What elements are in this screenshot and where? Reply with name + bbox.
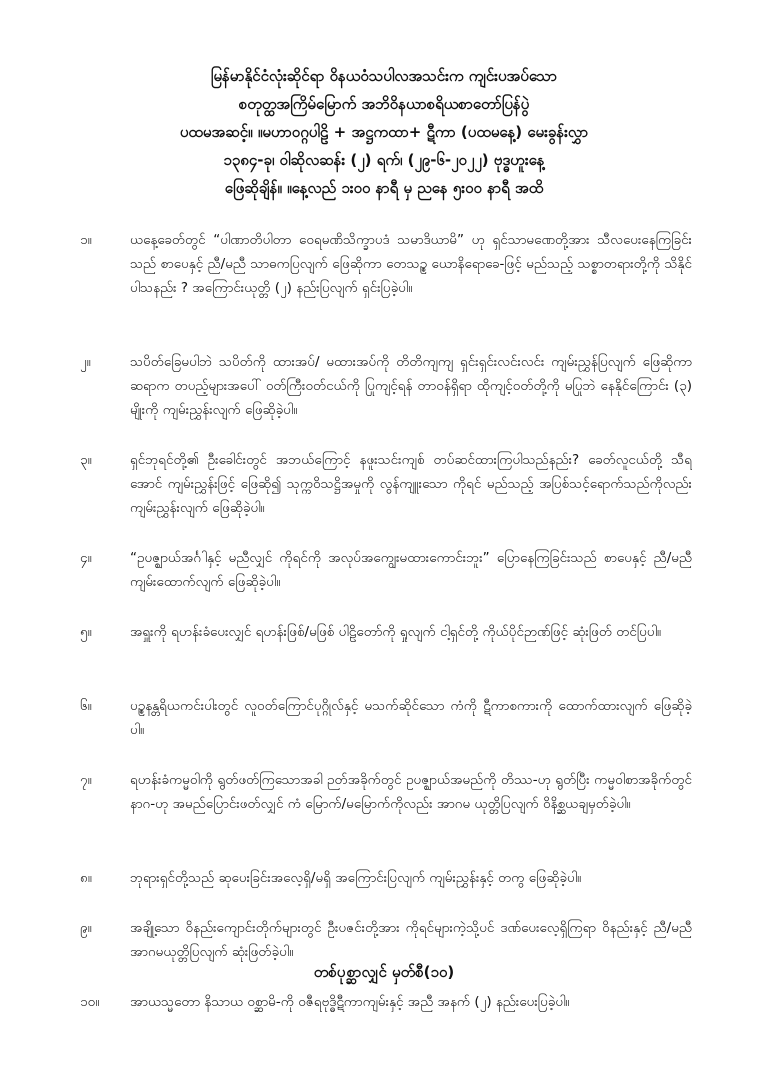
question-item: [80, 350, 692, 422]
question-item: [80, 990, 692, 1014]
question-text: အချို့သော ဝိနည်းကျောင်းတိုက်များတွင် ဦးပဇင်းတို့အား ကိုရင်များကဲ့သို့ပင် ဒဏ်ပေးလေ့ရှိကြရာ ဝိနည်းနှင့် ညီ/မညီ အာဂမယုတ္တိပြလျက် ဆုံးဖြတ်ခဲ့ပါ။: [130, 920, 692, 960]
question-item: [80, 620, 692, 668]
question-item: [80, 228, 692, 324]
question-text: “ဥပဇ္ဈာယ်အင်္ဂါနှင့် မညီလျှင် ကိုရင်ကို အလုပ်အကျွေးမထားကောင်းဘူး” ပြောနေကြခြင်းသည် စာပေနှင့် ညီ/မညီ ကျမ်းထောက်လျက် ဖြေဆိုခဲ့ပါ။: [130, 550, 692, 590]
question-number: ၆။: [80, 698, 92, 714]
marks-note: တစ်ပုစ္ဆာလျှင် မှတ်စီ(၁၀): [313, 963, 455, 981]
header-date: ၁၃၈၄-ခု၊ ဝါဆိုလဆန်း (၂) ရက်၊ (၂၉-၆-၂၀၂၂) ဗုဒ္ဓဟူးနေ့: [223, 151, 545, 169]
header-time: ဖြေဆိုချိန်။ ။နေ့လည် ၁း၀၀ နာရီ မှ ညနေ ၅း၀၀ နာရီ အထိ: [224, 179, 544, 197]
question-text: သပိတ်ခြေမပါဘဲ သပိတ်ကို ထားအပ်/ မထားအပ်ကို တိတိကျကျ ရှင်းရှင်းလင်းလင်း ကျမ်းညွှန်ပြလျက် ဖြေဆိုကာ ဆရာက တပည့်များအပေါ် ဝတ်ကြီးဝတ်ငယ်ကို ပြုကျင့်ရန် တာဝန်ရှိရာ ထိုကျင့်ဝတ်တို့ကို မပြုဘဲ နေနိုင်ကြောင်း (၃) မျိုးကို ကျမ်းညွှန်းလျက် ဖြေဆိုခဲ့ပါ။: [130, 354, 692, 418]
question-number: ၃။: [80, 452, 92, 468]
question-text: ဘုရားရှင်တို့သည် ဆုပေးခြင်းအလေ့ရှိ/မရှိ အကြောင်းပြလျက် ကျမ်းညွှန်းနှင့် တကွ ဖြေဆိုခဲ့ပါ။: [130, 870, 582, 886]
question-text: ပဥ္စနန္တရိယကင်းပါးတွင် လူဝတ်ကြောင်ပုဂ္ဂိုလ်နှင့် မသက်ဆိုင်သော ကံကို ဋီကာစကားကို ထောက်ထားလျက် ဖြေဆိုခဲ့ပါ။: [130, 698, 692, 738]
question-text: အာယသ္မတော နိသာယ ဝစ္ဆာမိ-ကို ဝဇီရဗုဒ္ဓိဋီကာကျမ်းနှင့် အညီ အနက် (၂) နည်းပေးပြခဲ့ပါ။: [130, 994, 570, 1010]
question-number: ၁။: [80, 232, 92, 248]
question-text: ရဟန်းခံကမ္မဝါကို ရွတ်ဖတ်ကြသောအခါ ဉတ်အခိုက်တွင် ဥပဇ္ဈာယ်အမည်ကို တိဿ-ဟု ရွတ်ပြီး ကမ္မဝါစာအခိုက်တွင် နာဂ-ဟု အမည်ပြောင်းဖတ်လျှင် ကံ မြောက်/မမြောက်ကိုလည်း အာဂမ ယုတ္တိပြလျက် ဝိနိစ္ဆယချမှတ်ခဲ့ပါ။: [130, 772, 692, 812]
question-number: ၁၀။: [80, 994, 100, 1010]
question-number: ၇။: [80, 772, 92, 788]
header-organization: မြန်မာနိုင်ငံလုံးဆိုင်ရာ ဝိနယဝံသပါလအသင်းက ကျင်းပအပ်သော: [210, 67, 558, 85]
question-item: [80, 546, 692, 594]
question-text: ရှင်ဘုရင်တို့၏ ဦးခေါင်းတွင် အဘယ်ကြောင့် နဖူးသင်းကျစ် တပ်ဆင်ထားကြပါသည်နည်း? ခေတ်လူငယ်တို့ သီရအောင် ကျမ်းညွှန်းဖြင့် ဖြေဆို၍ သုက္ကဝိသဋ္ဌိအမှုကို လွန်ကျူးသော ကိုရင် မည်သည့် အပြစ်သင့်ရောက်သည်ကိုလည်း ကျမ်းညွှန်းလျက် ဖြေဆိုခဲ့ပါ။: [130, 452, 692, 516]
question-item: [80, 448, 692, 520]
question-number: ၅။: [80, 624, 92, 640]
header-paper-subject: ပထမအဆင့်။ ။မဟာဝဂ္ဂပါဠိ + အဋ္ဌကထာ+ ဋီကာ (ပထမနေ့) မေးခွန်းလွှာ: [179, 123, 589, 141]
exam-header: [120, 62, 648, 202]
question-item: [80, 916, 692, 964]
question-number: ၂။: [80, 354, 91, 370]
header-exam-title: စတုတ္ထအကြိမ်မြောက် အဘိဝိနယာစရိယစာတော်ပြန်ပွဲ: [238, 95, 530, 113]
question-item: [80, 768, 692, 840]
question-list: [80, 228, 692, 1014]
question-number: ၈။: [80, 870, 92, 886]
question-text: အရှူးကို ရဟန်းခံပေးလျှင် ရဟန်းဖြစ်/မဖြစ် ပါဠိတော်ကို ရှုလျက် ငါ့ရှင်တို့ ကိုယ်ပိုင်ဉာဏ်ဖြင့် ဆုံးဖြတ် တင်ပြပါ။: [130, 624, 661, 640]
question-number: ၄။: [80, 550, 92, 566]
question-item: [80, 866, 692, 890]
question-number: ၉။: [80, 920, 92, 936]
question-text: ယနေ့ခေတ်တွင် “ပါဏာတိပါတာ ဝေရမဏိသိက္ခာပဒံ သမာဒိယာမိ” ဟု ရှင်သာမဏေတို့အား သီလပေးနေကြခြင်းသည် စာပေနှင့် ညီ/မညီ သာဓကပြလျက် ဖြေဆိုကာ တေသဥ္စ ယောနိရောခေ-ဖြင့် မည်သည့် သစ္စာတရားတို့ကို သိနိုင်ပါသနည်း ? အကြောင်းယုတ္တိ (၂) နည်းပြလျက် ရှင်းပြခဲ့ပါ။: [130, 232, 692, 296]
question-item: [80, 694, 692, 742]
